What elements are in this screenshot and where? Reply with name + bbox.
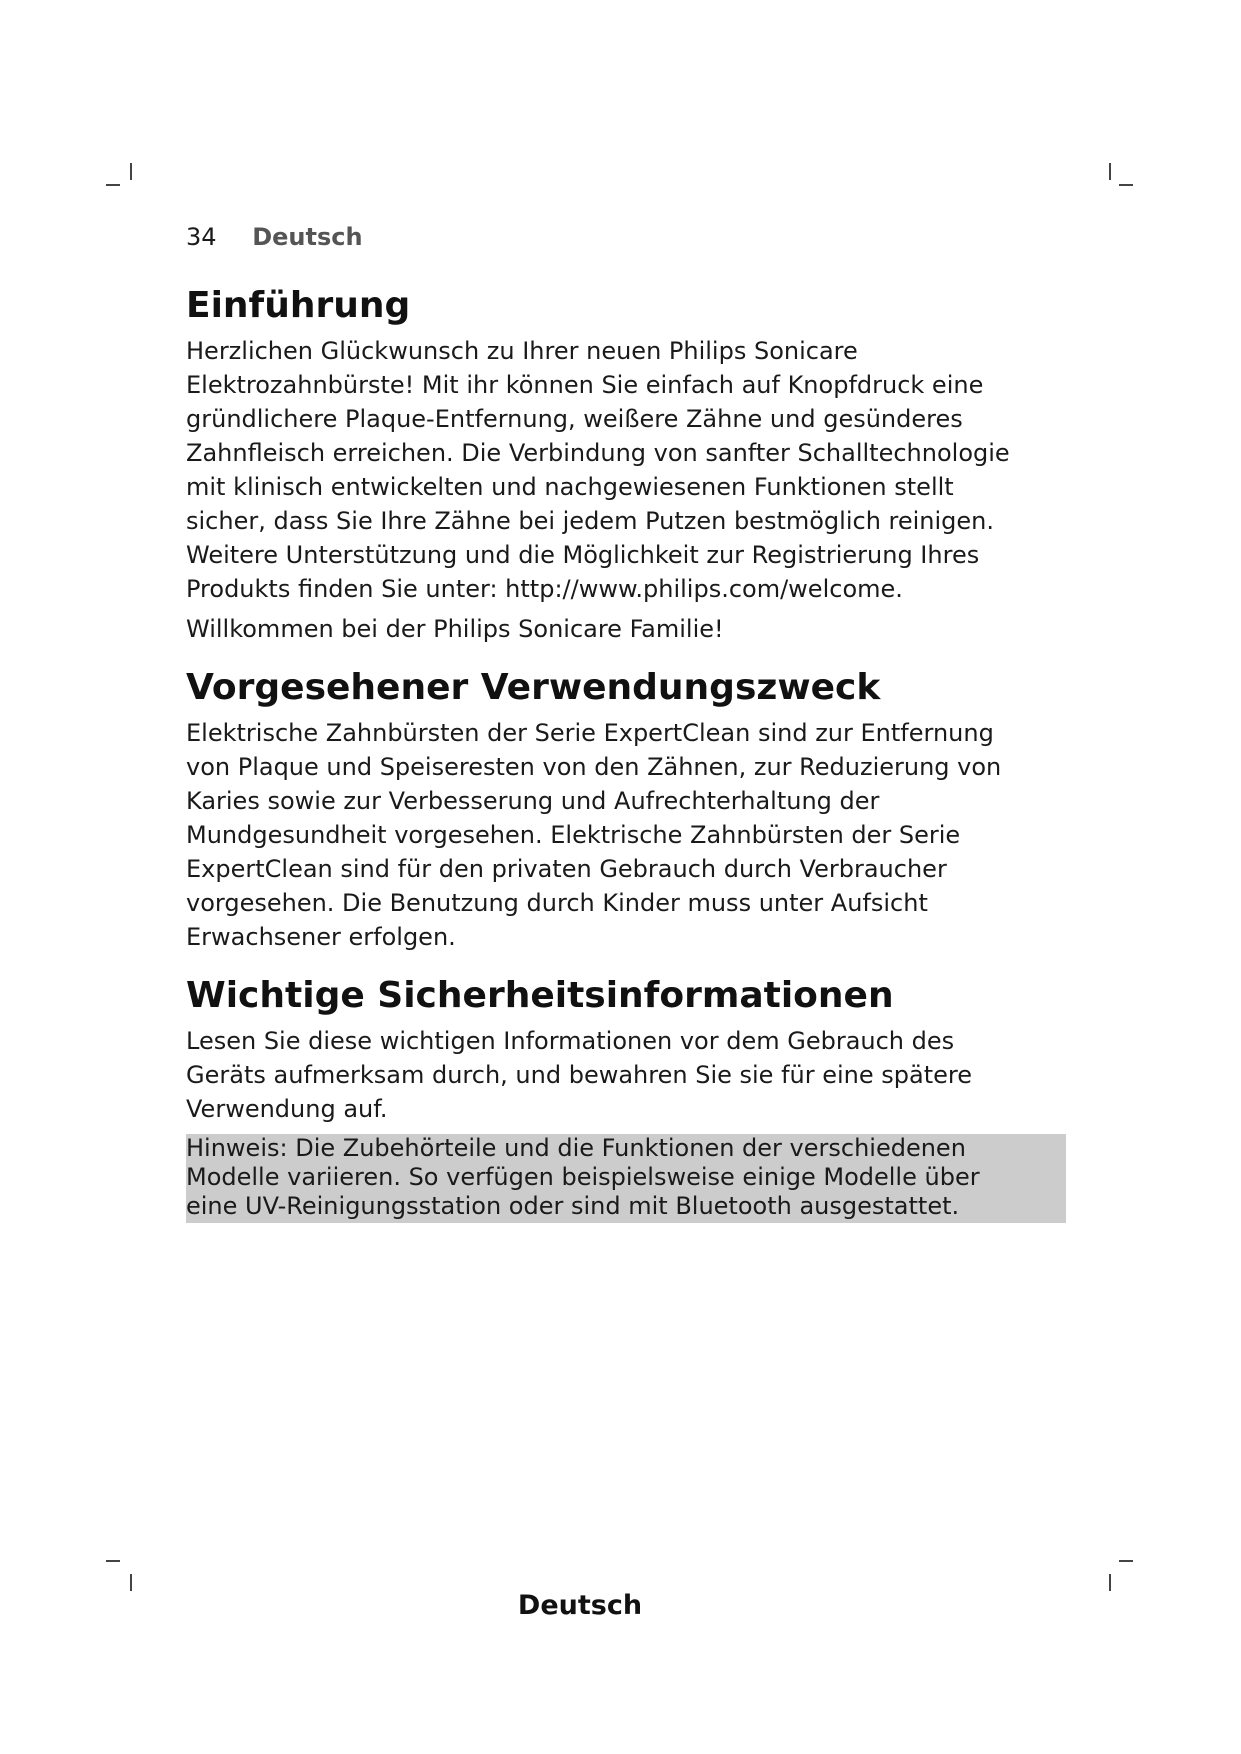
page-number: 34 [186,223,217,251]
page-content [186,284,1066,1223]
section-title: Wichtige Sicherheitsinformationen [186,975,894,1016]
section-introduction [186,284,1066,646]
crop-mark [1109,1574,1111,1591]
crop-mark [130,163,132,180]
text-line: Elektrozahnbürste! Mit ihr können Sie einfach auf Knopfdruck eine [186,371,984,399]
text-line: ExpertClean sind für den privaten Gebrauch durch Verbraucher [186,855,947,883]
paragraph [186,612,1066,646]
text-line: mit klinisch entwickelten und nachgewiesenen Funktionen stellt [186,473,954,501]
crop-mark [106,1560,120,1562]
text-line: Willkommen bei der Philips Sonicare Familie! [186,615,724,643]
text-line: sicher, dass Sie Ihre Zähne bei jedem Putzen bestmöglich reinigen. [186,507,995,535]
paragraph [186,334,1066,606]
paragraph [186,1024,1066,1126]
note-line: eine UV-Reinigungsstation oder sind mit Bluetooth ausgestattet. [186,1192,960,1220]
page-header [186,222,363,252]
text-line: Mundgesundheit vorgesehen. Elektrische Zahnbürsten der Serie [186,821,961,849]
note-line: Modelle variieren. So verfügen beispielsweise einige Modelle über [186,1163,980,1191]
text-line: Erwachsener erfolgen. [186,923,456,951]
section-title: Vorgesehener Verwendungszweck [186,667,881,708]
crop-mark [130,1574,132,1591]
note-box [186,1134,1066,1223]
text-line: Verwendung auf. [186,1095,388,1123]
text-line: Herzlichen Glückwunsch zu Ihrer neuen Philips Sonicare [186,337,858,365]
text-line: Elektrische Zahnbürsten der Serie ExpertClean sind zur Entfernung [186,719,994,747]
text-line: Karies sowie zur Verbesserung und Aufrechterhaltung der [186,787,880,815]
crop-mark [1119,184,1133,186]
text-line: Weitere Unterstützung und die Möglichkeit zur Registrierung Ihres [186,541,980,569]
section-title: Einführung [186,285,411,326]
note-line: Hinweis: Die Zubehörteile und die Funktionen der verschiedenen [186,1134,966,1162]
page-footer: Deutsch [517,1590,643,1621]
section-intended-use [186,666,1066,954]
text-line: von Plaque und Speiseresten von den Zähnen, zur Reduzierung von [186,753,1002,781]
crop-mark [106,184,120,186]
crop-mark [1119,1560,1133,1562]
section-safety-information [186,974,1066,1223]
text-line: Lesen Sie diese wichtigen Informationen vor dem Gebrauch des [186,1027,955,1055]
header-language: Deutsch [252,223,363,251]
text-line: Produkts finden Sie unter: http://www.philips.com/welcome. [186,575,903,603]
text-line: Geräts aufmerksam durch, und bewahren Sie sie für eine spätere [186,1061,972,1089]
crop-mark [1109,163,1111,180]
paragraph [186,716,1066,954]
text-line: gründlichere Plaque-Entfernung, weißere Zähne und gesünderes [186,405,963,433]
text-line: vorgesehen. Die Benutzung durch Kinder muss unter Aufsicht [186,889,928,917]
text-line: Zahnfleisch erreichen. Die Verbindung von sanfter Schalltechnologie [186,439,1010,467]
